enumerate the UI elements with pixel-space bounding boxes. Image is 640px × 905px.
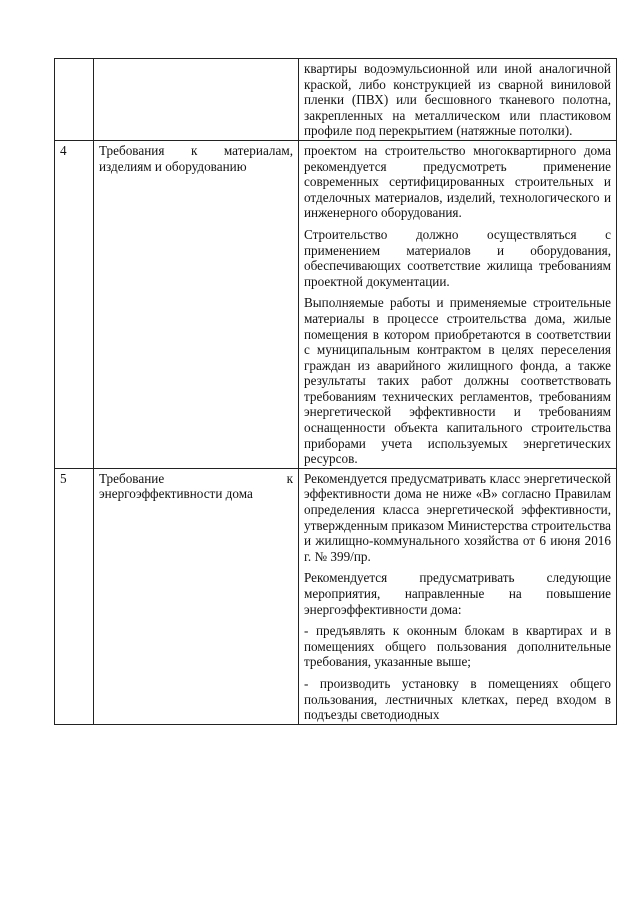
requirement-paragraph: Строительство должно осуществляться с применением материалов и оборудования, обеспечивающих соответствие жилища требованиям проектной документации. xyxy=(304,226,611,289)
requirement-text-cell xyxy=(299,468,617,724)
requirement-paragraph: Рекомендуется предусматривать класс энергетической эффективности дома не ниже «В» согласно Правилам определения класса энергетической эффективности, утвержденным приказом Министерства строительства и жилищно-коммунального хозяйства от 6 июня 2016 г. № 399/пр. xyxy=(304,470,611,564)
row-number-cell xyxy=(55,59,94,141)
requirement-paragraph: проектом на строительство многоквартирного дома рекомендуется предусмотреть применение современных сертифицированных строительных и отделочных материалов, изделий, технологического и инженерного оборудования. xyxy=(304,142,611,221)
requirements-table xyxy=(54,58,617,725)
row-number-cell: 4 xyxy=(55,140,94,468)
table-row xyxy=(55,140,617,468)
requirement-paragraph: Рекомендуется предусматривать следующие мероприятия, направленные на повышение энергоэффективности дома: xyxy=(304,570,611,617)
requirement-paragraph: - предъявлять к оконным блокам в квартирах и в помещениях общего пользования дополнительные требования, указанные выше; xyxy=(304,623,611,670)
requirement-name-cell xyxy=(94,59,299,141)
requirement-name-cell: Требование к энергоэффективности дома xyxy=(94,468,299,724)
requirement-name-cell: Требования к материалам, изделиям и оборудованию xyxy=(94,140,299,468)
requirement-paragraph: квартиры водоэмульсионной или иной аналогичной краской, либо конструкцией из сварной виниловой пленки (ПВХ) или бесшовного тканевого полотна, закрепленных на металлическом или пластиковом профиле под перекрытием (натяжные потолки). xyxy=(304,61,611,139)
table-row xyxy=(55,59,617,141)
table-row xyxy=(55,468,617,724)
requirement-paragraph: Выполняемые работы и применяемые строительные материалы в процессе строительства дома, жилые помещения в котором приобретаются в соответствии с муниципальным контрактом в целях переселения граждан из аварийного жилищного фонда, а также результаты таких работ должны соответствовать требованиям технических регламентов, требованиям энергетической эффективности и требованиям оснащенности объекта капитального строительства приборами учета используемых энергетических ресурсов. xyxy=(304,295,611,467)
requirement-paragraph: - производить установку в помещениях общего пользования, лестничных клетках, перед входом в подъезды светодиодных xyxy=(304,675,611,723)
requirement-text-cell xyxy=(299,59,617,141)
requirement-text-cell xyxy=(299,140,617,468)
row-number-cell: 5 xyxy=(55,468,94,724)
